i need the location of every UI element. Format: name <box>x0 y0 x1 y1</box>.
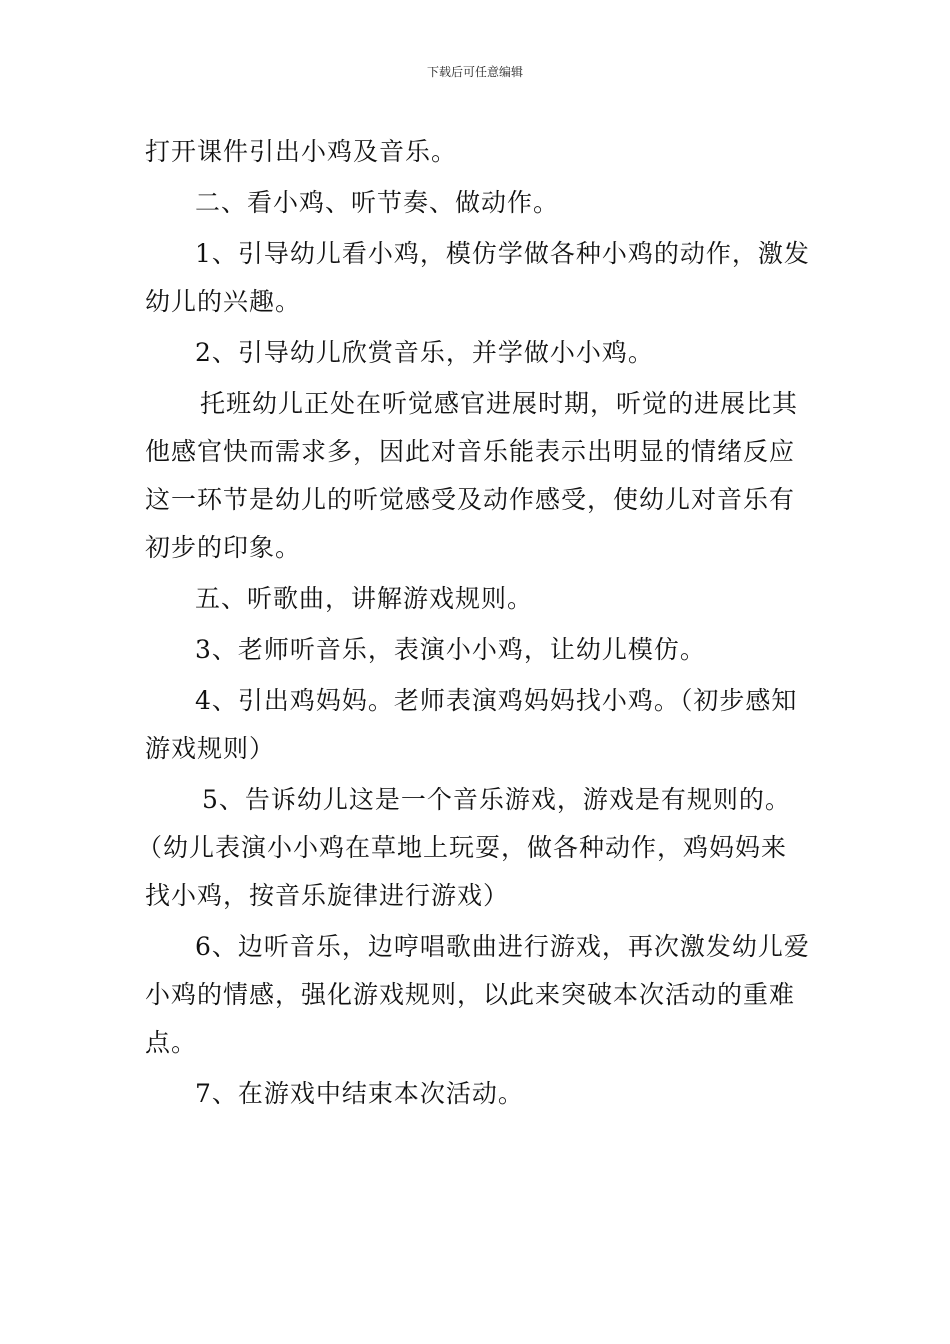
text-line: 2、引导幼儿欣赏音乐，并学做小小鸡。 <box>195 338 654 367</box>
text-line: 这一环节是幼儿的听觉感受及动作感受，使幼儿对音乐有 <box>145 485 796 514</box>
section-heading: 二、看小鸡、听节奏、做动作。 <box>195 188 560 217</box>
document-body <box>137 128 810 1118</box>
text-line: 幼儿的兴趣。 <box>145 287 302 316</box>
text-line: 打开课件引出小鸡及音乐。 <box>145 137 458 166</box>
text-line: 游戏规则） <box>145 734 276 763</box>
text-line: （幼儿表演小小鸡在草地上玩耍，做各种动作，鸡妈妈来 <box>137 833 788 862</box>
text-line: 点。 <box>145 1028 198 1057</box>
text-line: 小鸡的情感，强化游戏规则，以此来突破本次活动的重难 <box>145 980 796 1009</box>
page-header: 下载后可任意编辑 <box>426 65 523 79</box>
text-line: 3、老师听音乐，表演小小鸡，让幼儿模仿。 <box>195 635 706 664</box>
text-line: 7、在游戏中结束本次活动。 <box>195 1079 524 1108</box>
text-line: 5、告诉幼儿这是一个音乐游戏，游戏是有规则的。 <box>202 785 791 814</box>
section-heading: 五、听歌曲，讲解游戏规则。 <box>195 584 534 613</box>
text-line: 4、引出鸡妈妈。老师表演鸡妈妈找小鸡。（初步感知 <box>195 686 798 715</box>
text-line: 找小鸡，按音乐旋律进行游戏） <box>145 881 510 910</box>
text-line: 初步的印象。 <box>145 533 302 562</box>
text-line: 他感官快而需求多，因此对音乐能表示出明显的情绪反应 <box>145 437 796 466</box>
text-line: 6、边听音乐，边哼唱歌曲进行游戏，再次激发幼儿爱 <box>195 932 810 961</box>
text-line: 1、引导幼儿看小鸡，模仿学做各种小鸡的动作，激发 <box>195 239 810 268</box>
text-line: 托班幼儿正处在听觉感官进展时期，听觉的进展比其 <box>200 389 799 418</box>
